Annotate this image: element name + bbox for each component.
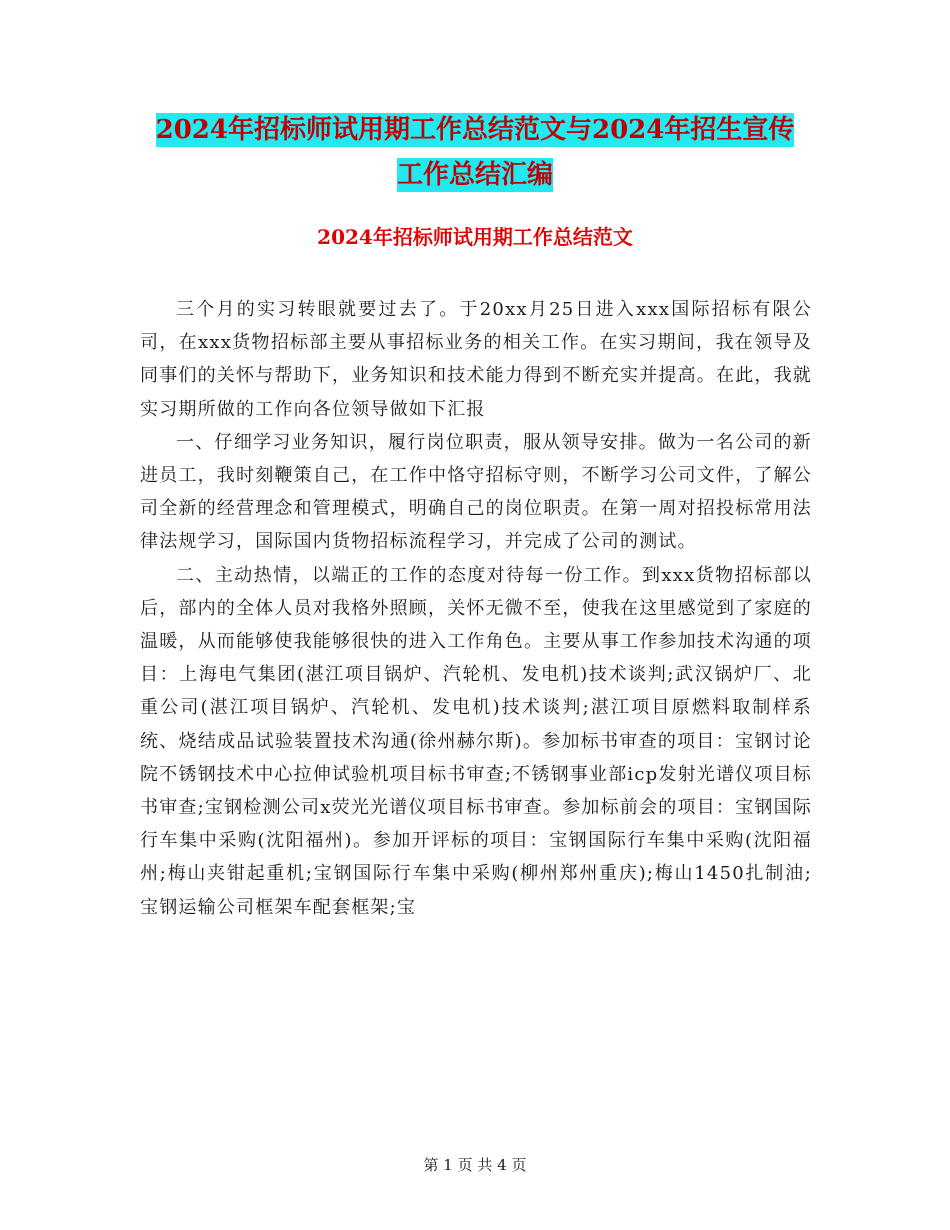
document-body bbox=[140, 293, 812, 924]
document-title bbox=[140, 108, 810, 198]
paragraph-1: 三个月的实习转眼就要过去了。于20xx月25日进入xxx国际招标有限公司，在xxx货物招标部主要从事招标业务的相关工作。在实习期间，我在领导及同事们的关怀与帮助下，业务知识和技术能力得到不断充实并提高。在此，我就实习期所做的工作向各位领导做如下汇报 bbox=[140, 299, 812, 420]
section-title: 2024年招标师试用期工作总结范文 bbox=[317, 225, 633, 249]
document-title-line-1: 2024年招标师试用期工作总结范文与2024年招生宣传 bbox=[155, 115, 795, 145]
document-title-line-2: 工作总结汇编 bbox=[396, 160, 553, 190]
paragraph-3: 二、主动热情，以端正的工作的态度对待每一份工作。到xxx货物招标部以后，部内的全体人员对我格外照顾，关怀无微不至，使我在这里感觉到了家庭的温暖，从而能够使我能够很快的进入工作角色。主要从事工作参加技术沟通的项目：上海电气集团(湛江项目锅炉、汽轮机、发电机)技术谈判;武汉锅炉厂、北重公司(湛江项目锅炉、汽轮机、发电机)技术谈判;湛江项目原燃料取制样系统、烧结成品试验装置技术沟通(徐州赫尔斯)。参加标书审查的项目：宝钢讨论院不锈钢技术中心拉伸试验机项目标书审查;不锈钢事业部icp发射光谱仪项目标书审查;宝钢检测公司x荧光光谱仪项目标书审查。参加标前会的项目：宝钢国际行车集中采购(沈阳福州)。参加开评标的项目：宝钢国际行车集中采购(沈阳福州;梅山夹钳起重机;宝钢国际行车集中采购(柳州郑州重庆);梅山1450扎制油;宝钢运输公司框架车配套框架;宝 bbox=[140, 564, 812, 918]
paragraph-2: 一、仔细学习业务知识，履行岗位职责，服从领导安排。做为一名公司的新进员工，我时刻鞭策自己，在工作中恪守招标守则，不断学习公司文件，了解公司全新的经营理念和管理模式，明确自己的岗位职责。在第一周对招投标常用法律法规学习，国际国内货物招标流程学习，并完成了公司的测试。 bbox=[140, 431, 812, 553]
page-footer: 第 1 页 共 4 页 bbox=[423, 1156, 527, 1174]
